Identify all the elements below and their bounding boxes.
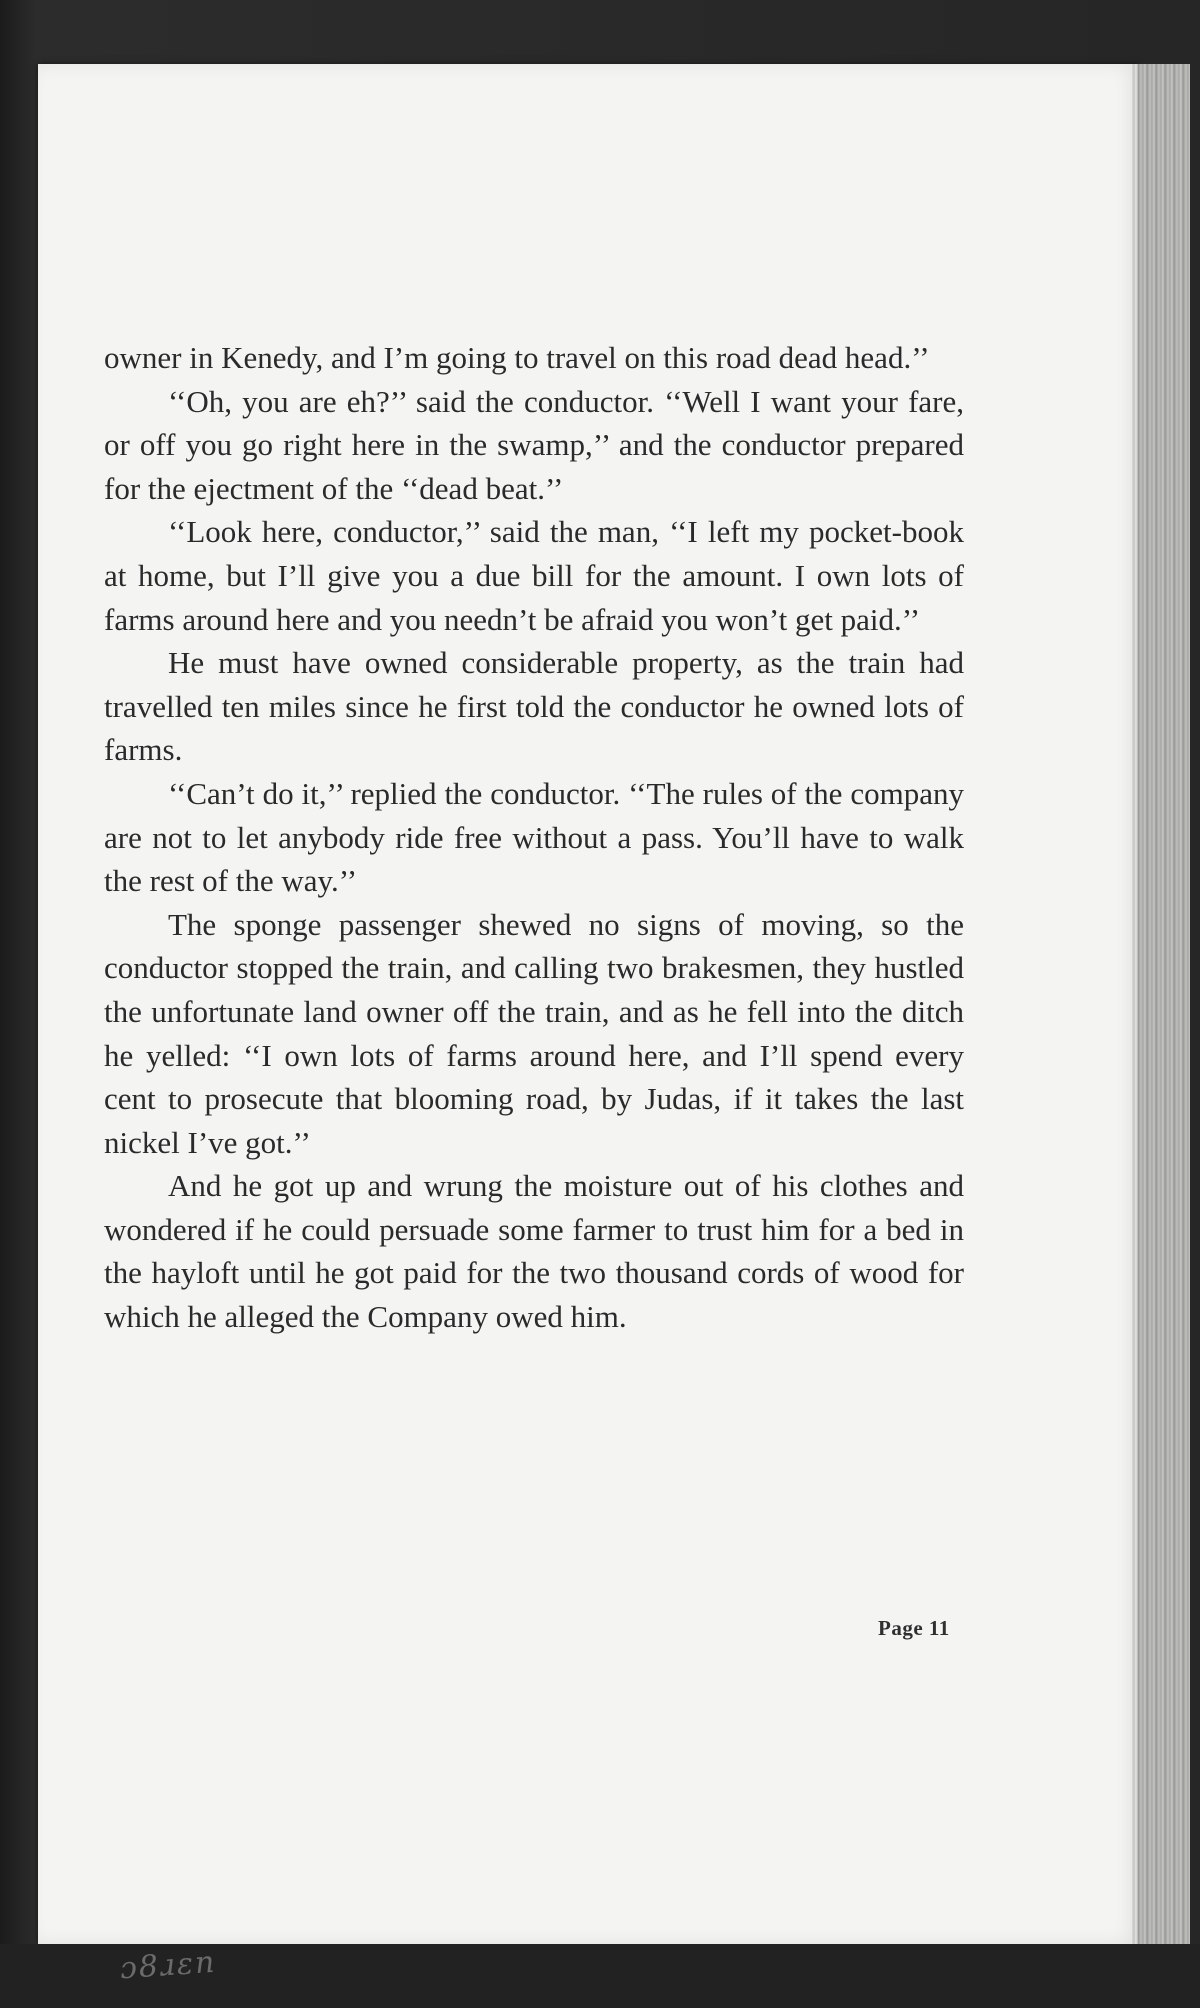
paragraph-5: ‘‘Can’t do it,’’ replied the conductor. ‘‘The rules of the company are not to let anybody ride free without a pass. You’ll have to walk the rest of the way.’’ <box>104 775 964 899</box>
paragraph-6: The sponge passenger shewed no signs of moving, so the conductor stopped the train, and calling two brakesmen, they hustled the unfortunate land owner off the train, and as he fell into the ditch he yelled: ‘‘I own lots of farms around here, and I’ll spend every cent to prosecute that blooming road, by Judas, if it takes the last nickel I’ve got.’’ <box>104 906 964 1160</box>
paragraph-3: ‘‘Look here, conductor,’’ said the man, ‘‘I left my pocket-book at home, but I’ll give you a due bill for the amount. I own lots of farms around here and you needn’t be afraid you won’t get paid.’’ <box>104 514 964 637</box>
paragraph-4: He must have owned considerable property, as the train had travelled ten miles since he first told the conductor he owned lots of farms. <box>104 645 964 768</box>
paragraph-2: ‘‘Oh, you are eh?’’ said the conductor. ‘‘Well I want your fare, or off you go right here in the swamp,’’ and the conductor prepared for the ejectment of the ‘‘dead beat.’’ <box>104 383 964 506</box>
paragraph-1: owner in Kenedy, and I’m going to travel on this road dead head.’’ <box>104 340 930 375</box>
handwritten-note: ɔ8ɹɛn <box>118 1944 218 1987</box>
page-number: Page 11 <box>878 1616 950 1640</box>
body-text <box>104 336 964 1339</box>
page-edge <box>1132 64 1190 1944</box>
paragraph-7: And he got up and wrung the moisture out of his clothes and wondered if he could persuade some farmer to trust him for a bed in the hayloft until he got paid for the two thousand cords of wood for which he alleged the Company owed him. <box>104 1168 964 1335</box>
